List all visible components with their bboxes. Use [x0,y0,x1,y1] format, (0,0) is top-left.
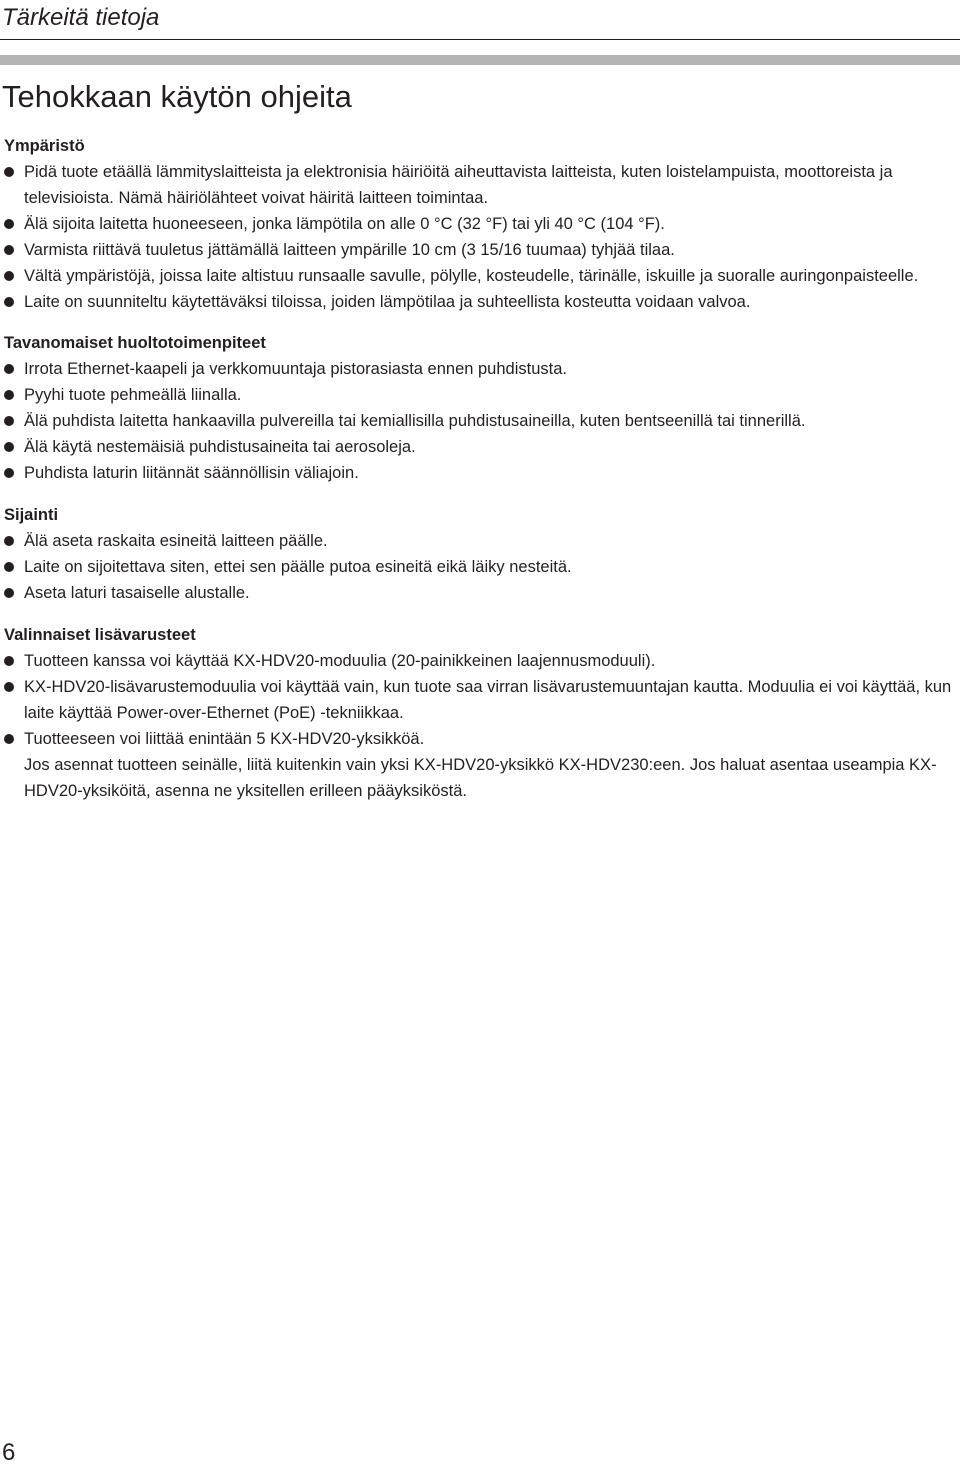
environment-list [4,159,956,315]
bullet-icon [4,734,14,744]
section-heading-accessories: Valinnaiset lisävarusteet [4,626,196,644]
section-bar [0,55,960,65]
bullet-icon [4,271,14,281]
list-item: Älä sijoita laitetta huoneeseen, jonka lämpötila on alle 0 °C (32 °F) tai yli 40 °C (104 °F). [4,211,956,237]
running-header: Tärkeitä tietoja [2,4,160,31]
bullet-icon [4,682,14,692]
section-heading-environment: Ympäristö [4,137,85,155]
list-item: Vältä ympäristöjä, joissa laite altistuu runsaalle savulle, pölylle, kosteudelle, tärinälle, iskuille ja suoralle auringonpaisteelle. [4,263,956,289]
list-item: Varmista riittävä tuuletus jättämällä laitteen ympärille 10 cm (3 15/16 tuumaa) tyhjää tilaa. [4,237,956,263]
maintenance-list [4,356,956,486]
list-item: Puhdista laturin liitännät säännöllisin väliajoin. [4,460,956,486]
page-title: Tehokkaan käytön ohjeita [2,79,352,114]
list-item: Aseta laturi tasaiselle alustalle. [4,580,956,606]
bullet-icon [4,656,14,666]
list-item: KX-HDV20-lisävarustemoduulia voi käyttää vain, kun tuote saa virran lisävarustemuuntajan kautta. Moduulia ei voi käyttää, kun laite käyttää Power-over-Ethernet (PoE) -tekniikkaa. [4,674,956,726]
accessories-list [4,648,956,804]
bullet-icon [4,390,14,400]
bullet-icon [4,297,14,307]
list-item: Älä käytä nestemäisiä puhdistusaineita tai aerosoleja. [4,434,956,460]
bullet-icon [4,468,14,478]
page-number: 6 [2,1439,16,1466]
bullet-icon [4,536,14,546]
list-item: Tuotteen kanssa voi käyttää KX-HDV20-moduulia (20-painikkeinen laajennusmoduuli). [4,648,956,674]
bullet-icon [4,364,14,374]
location-list [4,528,956,606]
section-heading-maintenance: Tavanomaiset huoltotoimenpiteet [4,334,266,352]
list-item: Irrota Ethernet-kaapeli ja verkkomuuntaja pistorasiasta ennen puhdistusta. [4,356,956,382]
list-item: Älä puhdista laitetta hankaavilla pulvereilla tai kemiallisilla puhdistusaineilla, kuten bentseenillä tai tinnerillä. [4,408,956,434]
section-heading-location: Sijainti [4,506,59,524]
bullet-icon [4,442,14,452]
list-item: Tuotteeseen voi liittää enintään 5 KX-HDV20-yksikköä. Jos asennat tuotteen seinälle, liitä kuitenkin vain yksi KX-HDV20-yksikkö KX-HDV230:een. Jos haluat asentaa useampia KX-HDV20-yksiköitä, asenna ne yksitellen erilleen pääyksiköstä. [4,726,956,804]
list-item: Laite on sijoitettava siten, ettei sen päälle putoa esineitä eikä läiky nesteitä. [4,554,956,580]
bullet-icon [4,562,14,572]
list-item: Laite on suunniteltu käytettäväksi tiloissa, joiden lämpötilaa ja suhteellista kosteutta voidaan valvoa. [4,289,956,315]
list-item: Pidä tuote etäällä lämmityslaitteista ja elektronisia häiriöitä aiheuttavista laitteista, kuten loistelampuista, moottoreista ja televisioista. Nämä häiriölähteet voivat häiritä laitteen toimintaa. [4,159,956,211]
header-divider [0,39,960,40]
bullet-icon [4,219,14,229]
accessories-note: Jos asennat tuotteen seinälle, liitä kuitenkin vain yksi KX-HDV20-yksikkö KX-HDV230:een. Jos haluat asentaa useampia KX-HDV20-yksiköitä, asenna ne yksitellen erilleen pääyksiköstä. [24,756,937,800]
bullet-icon [4,588,14,598]
content-body [4,133,956,804]
list-item: Älä aseta raskaita esineitä laitteen päälle. [4,528,956,554]
list-item: Pyyhi tuote pehmeällä liinalla. [4,382,956,408]
bullet-icon [4,167,14,177]
bullet-icon [4,245,14,255]
bullet-icon [4,416,14,426]
